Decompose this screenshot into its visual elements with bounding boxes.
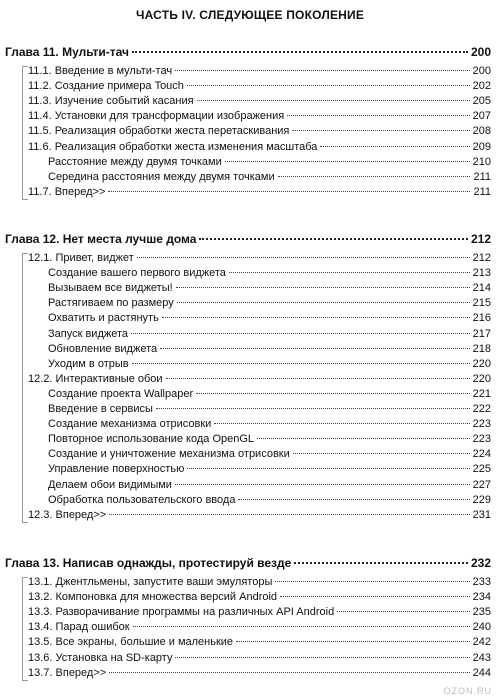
dot-leader <box>133 625 470 627</box>
toc-subentry-page-number: 223 <box>472 418 491 431</box>
toc-subentry-page-number: 218 <box>472 342 491 355</box>
toc-subentry-page-number: 211 <box>473 170 491 183</box>
toc-entry[interactable] <box>28 372 491 387</box>
dot-leader <box>109 513 469 515</box>
watermark: OZON.RU <box>443 686 492 696</box>
toc-subentry[interactable] <box>48 311 491 326</box>
dot-leader <box>320 145 469 147</box>
dot-leader <box>187 84 470 86</box>
toc-subentry-label: Делаем обои видимыми <box>48 478 172 491</box>
toc-subentry-label: Управление поверхностью <box>48 463 185 476</box>
toc-subentry-page-number: 214 <box>472 282 491 295</box>
chapter-bracket <box>22 253 28 523</box>
dot-leader <box>238 498 469 500</box>
toc-entry[interactable] <box>28 185 491 200</box>
toc-subentry-label: Охватить и растянуть <box>48 312 159 325</box>
dot-leader <box>162 316 470 318</box>
toc-subentry-page-number: 221 <box>472 387 491 400</box>
toc-subentry-page-number: 210 <box>472 155 491 168</box>
chapter-heading-page-number: 212 <box>470 232 491 246</box>
dot-leader <box>108 190 470 192</box>
toc-entry[interactable] <box>28 651 491 666</box>
chapter-bracket <box>22 66 28 200</box>
toc-entry[interactable] <box>28 94 491 109</box>
toc-subentry-label: Создание вашего первого виджета <box>48 267 226 280</box>
dot-leader <box>156 407 470 409</box>
chapter-heading-page-number: 200 <box>470 45 491 59</box>
toc-entry-label: 11.6. Реализация обработки жеста изменения масштаба <box>28 140 318 153</box>
dot-leader <box>229 271 470 273</box>
chapter-heading-label: Глава 13. Написав однажды, протестируй везде <box>5 556 292 570</box>
toc-subentry[interactable] <box>48 432 491 447</box>
chapter-heading-label: Глава 11. Мульти-тач <box>5 45 130 59</box>
toc-subentry[interactable] <box>48 155 491 170</box>
part-title: ЧАСТЬ IV. СЛЕДУЮЩЕЕ ПОКОЛЕНИЕ <box>135 8 365 22</box>
toc-entry[interactable] <box>28 575 491 590</box>
toc-subentry[interactable] <box>48 447 491 462</box>
dot-leader <box>275 580 469 582</box>
toc-entry-page-number: 242 <box>472 636 491 649</box>
dot-leader <box>175 656 469 658</box>
dot-leader <box>175 69 470 71</box>
toc-subentry[interactable] <box>48 478 491 493</box>
toc-entry-label: 12.3. Вперед>> <box>28 508 107 521</box>
toc-entry-page-number: 220 <box>472 372 491 385</box>
toc-subentry-page-number: 224 <box>472 448 491 461</box>
toc-entry-label: 13.4. Парад ошибок <box>28 621 130 634</box>
toc-subentry-label: Введение в сервисы <box>48 403 153 415</box>
toc-subentry-page-number: 213 <box>472 267 491 280</box>
dot-leader <box>294 561 468 564</box>
toc-entry-page-number: 243 <box>472 651 491 664</box>
toc-entry-label: 13.5. Все экраны, большие и маленькие <box>28 636 234 649</box>
toc-entry[interactable] <box>28 590 491 605</box>
toc-subentry-label: Расстояние между двумя точками <box>48 155 222 168</box>
dot-leader <box>132 362 470 364</box>
toc-entry-page-number: 234 <box>472 591 491 604</box>
dot-leader <box>187 467 469 469</box>
dot-leader <box>196 392 470 394</box>
toc-entry-label: 11.4. Установки для трансформации изображения <box>28 110 285 123</box>
toc-subentry[interactable] <box>48 266 491 281</box>
toc-entry-page-number: 208 <box>472 125 491 138</box>
chapter-heading-label: Глава 12. Нет места лучше дома <box>5 232 197 246</box>
toc-entry[interactable] <box>28 635 491 650</box>
chapter-heading[interactable] <box>5 44 491 60</box>
toc-subentry[interactable] <box>48 462 491 477</box>
toc-subentry-label: Запуск виджета <box>48 327 129 340</box>
toc-entry-label: 13.7. Вперед>> <box>28 666 107 679</box>
dot-leader <box>280 595 470 597</box>
toc-subentry[interactable] <box>48 387 491 402</box>
toc-entry-page-number: 231 <box>472 508 491 521</box>
dot-leader <box>337 610 469 612</box>
dot-leader <box>176 286 470 288</box>
toc-subentry-label: Обновление виджета <box>48 342 158 355</box>
dot-leader <box>160 347 470 349</box>
toc-subentry-label: Обработка пользовательского ввода <box>48 493 236 506</box>
chapter-heading-page-number: 232 <box>470 556 491 570</box>
toc-subentry-page-number: 229 <box>472 493 491 506</box>
toc-subentry-label: Середина расстояния между двумя точками <box>48 170 275 183</box>
toc-entry[interactable] <box>28 109 491 124</box>
toc-entry-label: 12.1. Привет, виджет <box>28 252 134 264</box>
toc-entry-page-number: 244 <box>472 666 491 679</box>
dot-leader <box>175 483 470 485</box>
toc-subentry[interactable] <box>48 342 491 357</box>
dot-leader <box>177 301 470 303</box>
toc-entry-page-number: 235 <box>472 606 491 619</box>
toc-subentry-label: Повторное использование кода OpenGL <box>48 433 255 446</box>
chapter-bracket <box>22 577 28 681</box>
toc-subentry-page-number: 223 <box>472 433 491 446</box>
dot-leader <box>197 99 470 101</box>
toc-subentry-label: Уходим в отрыв <box>48 357 129 370</box>
toc-subentry[interactable] <box>48 327 491 342</box>
dot-leader <box>131 332 470 334</box>
toc-entry-label: 11.1. Введение в мульти-тач <box>28 65 173 77</box>
toc-entry[interactable] <box>28 79 491 94</box>
toc-subentry-label: Растягиваем по размеру <box>48 297 174 310</box>
toc-entry[interactable] <box>28 251 491 266</box>
toc-subentry-page-number: 222 <box>472 403 491 415</box>
toc-subentry[interactable] <box>48 281 491 296</box>
toc-subentry[interactable] <box>48 296 491 311</box>
dot-leader <box>109 671 469 673</box>
dot-leader <box>166 377 470 379</box>
toc-entry-label: 13.3. Разворачивание программы на различных API Android <box>28 606 335 619</box>
toc-entry-page-number: 212 <box>472 252 491 264</box>
toc-subentry-page-number: 227 <box>472 478 491 491</box>
toc-entry-page-number: 205 <box>472 95 491 108</box>
toc-subentry[interactable] <box>48 417 491 432</box>
toc-subentry-page-number: 215 <box>472 297 491 310</box>
dot-leader <box>225 160 470 162</box>
dot-leader <box>278 175 471 177</box>
toc-entry[interactable] <box>28 508 491 523</box>
chapter-heading[interactable] <box>5 231 491 247</box>
toc-entry-page-number: 209 <box>472 140 491 153</box>
toc-entry[interactable] <box>28 605 491 620</box>
toc-entry-page-number: 233 <box>472 576 491 588</box>
toc-entry[interactable] <box>28 620 491 635</box>
toc-entry-page-number: 240 <box>472 621 491 634</box>
toc-subentry-page-number: 217 <box>472 327 491 340</box>
toc-entry[interactable] <box>28 140 491 155</box>
toc-entry[interactable] <box>28 64 491 79</box>
toc-entry-page-number: 207 <box>472 110 491 123</box>
toc-subentry[interactable] <box>48 170 491 185</box>
dot-leader <box>293 452 470 454</box>
toc-entry-label: 11.7. Вперед>> <box>28 185 106 198</box>
toc-subentry-page-number: 216 <box>472 312 491 325</box>
dot-leader <box>287 114 469 116</box>
toc-entry-page-number: 202 <box>472 80 491 93</box>
toc-entry-label: 11.3. Изучение событий касания <box>28 95 194 108</box>
dot-leader <box>137 256 470 258</box>
toc-entry-label: 12.2. Интерактивные обои <box>28 372 163 385</box>
chapter-heading[interactable] <box>5 555 491 571</box>
toc-subentry[interactable] <box>48 402 491 417</box>
dot-leader <box>199 237 468 240</box>
dot-leader <box>214 422 469 424</box>
dot-leader <box>292 129 469 131</box>
toc-entry-label: 13.2. Компоновка для множества версий Android <box>28 591 278 604</box>
dot-leader <box>132 50 468 53</box>
toc-subentry[interactable] <box>48 493 491 508</box>
toc-entry[interactable] <box>28 666 491 681</box>
toc-subentry-label: Создание и уничтожение механизма отрисовки <box>48 448 290 461</box>
toc-subentry[interactable] <box>48 357 491 372</box>
toc-subentry-label: Создание механизма отрисовки <box>48 418 212 431</box>
toc-subentry-page-number: 225 <box>472 463 491 476</box>
toc-entry-page-number: 200 <box>472 65 491 77</box>
toc-entry-page-number: 211 <box>473 185 491 198</box>
dot-leader <box>257 437 470 439</box>
toc-entry-label: 11.2. Создание примера Touch <box>28 80 184 93</box>
toc-entry[interactable] <box>28 124 491 139</box>
toc-entry-label: 13.1. Джентльмены, запустите ваши эмуляторы <box>28 576 273 588</box>
toc-entry-label: 13.6. Установка на SD-карту <box>28 651 173 664</box>
toc-subentry-page-number: 220 <box>472 357 491 370</box>
dot-leader <box>236 640 470 642</box>
toc-subentry-label: Создание проекта Wallpaper <box>48 387 194 400</box>
toc-entry-label: 11.5. Реализация обработки жеста перетаскивания <box>28 125 290 138</box>
toc-subentry-label: Вызываем все виджеты! <box>48 282 173 295</box>
